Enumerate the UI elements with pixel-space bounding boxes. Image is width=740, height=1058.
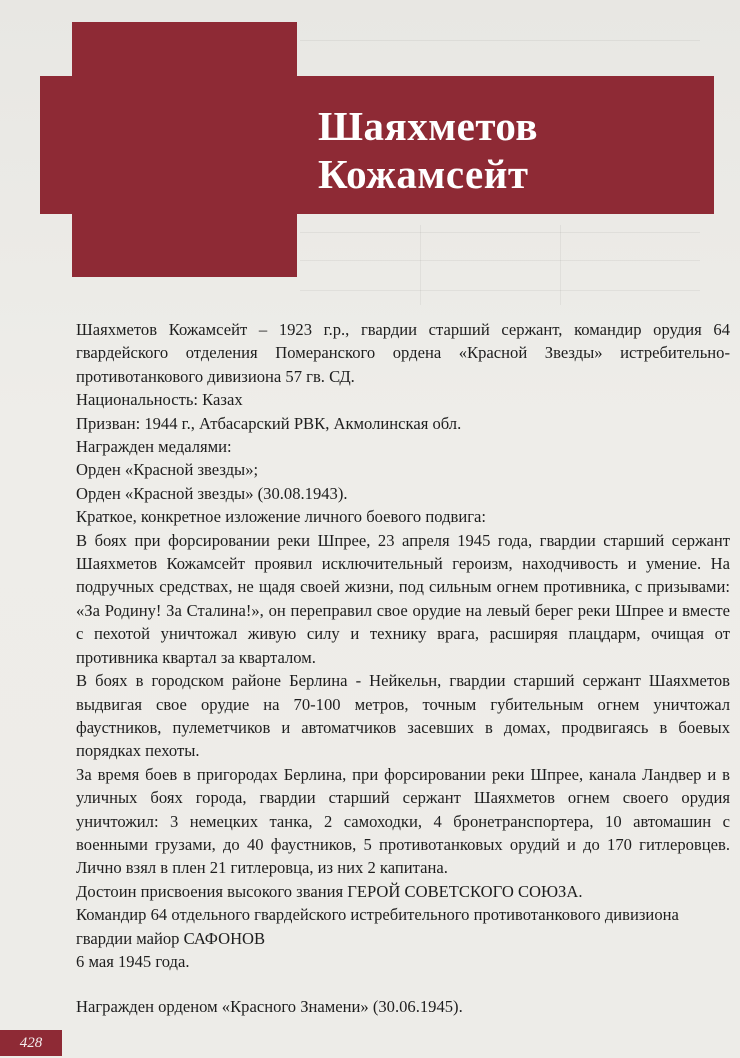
intro-paragraph: Шаяхметов Кожамсейт – 1923 г.р., гвардии старший сержант, командир орудия 64 гвардейского отделения Померанского ордена «Красной Звезды» истребительно-противотанкового дивизиона 57 гв. СД. [76,320,730,386]
feat-paragraph-2: В боях в городском районе Берлина - Нейкельн, гвардии старший сержант Шаяхметов выдвигая свое орудие на 70-100 метров, точным губительным огнем уничтожал фаустников, пулеметчиков и автоматчиков засевших в домах, продвигаясь в боевых порядках пехоты. [76,671,730,761]
title-line-2: Кожамсейт [318,151,529,197]
page-number: 428 [0,1030,62,1056]
show-through-line [420,225,421,305]
show-through-line [300,290,700,291]
signature-date: 6 мая 1945 года. [76,951,190,971]
biography-text [62,318,730,1019]
spacer [62,973,730,995]
show-through-line [560,225,561,305]
show-through-line [300,232,700,233]
nationality-line: Национальность: Казах [76,390,243,410]
commander-line: Командир 64 отдельного гвардейского истребительного противотанкового дивизиона [76,905,679,925]
hero-recommendation: Достоин присвоения высокого звания ГЕРОЙ СОВЕТСКОГО СОЮЗА. [76,881,583,901]
show-through-line [300,260,700,261]
drafted-line: Призван: 1944 г., Атбасарский РВК, Акмолинская обл. [76,413,462,433]
feat-paragraph-1: В боях при форсировании реки Шпрее, 23 апреля 1945 года, гвардии старший сержант Шаяхметов Кожамсейт проявил исключительный героизм, находчивость и умение. На подручных средствах, не щадя своей жизни, под сильным огнем противника, с призывами: «За Родину! За Сталина!», он переправил свое орудие на левый берег реки Шпрее и вместе с пехотой уничтожал живую силу и технику врага, расширяя плацдарм, очищая от противника квартал за кварталом. [76,530,730,667]
show-through-line [300,40,700,41]
award-order-1: Орден «Красной звезды»; [76,460,259,480]
page-title [318,102,538,198]
feat-summary-heading: Краткое, конкретное изложение личного боевого подвига: [76,507,487,527]
final-award-line: Награжден орденом «Красного Знамени» (30.06.1945). [76,997,463,1017]
title-line-1: Шаяхметов [318,103,539,149]
feat-paragraph-3: За время боев в пригородах Берлина, при форсировании реки Шпрее, канала Ландвер и в уличных боях города, гвардии старший сержант Шаяхметов огнем своего орудия уничтожил: 3 немецких танка, 2 самоходки, 4 бронетранспортера, 10 автомашин с военными грузами, до 40 фаустников, 5 противотанковых орудий и до 170 гитлеровцев. Лично взял в плен 21 гитлеровца, из них 2 капитана. [76,764,730,878]
award-order-2: Орден «Красной звезды» (30.08.1943). [76,483,348,503]
signature-line: гвардии майор САФОНОВ [76,928,266,948]
awards-heading: Награжден медалями: [76,437,232,457]
